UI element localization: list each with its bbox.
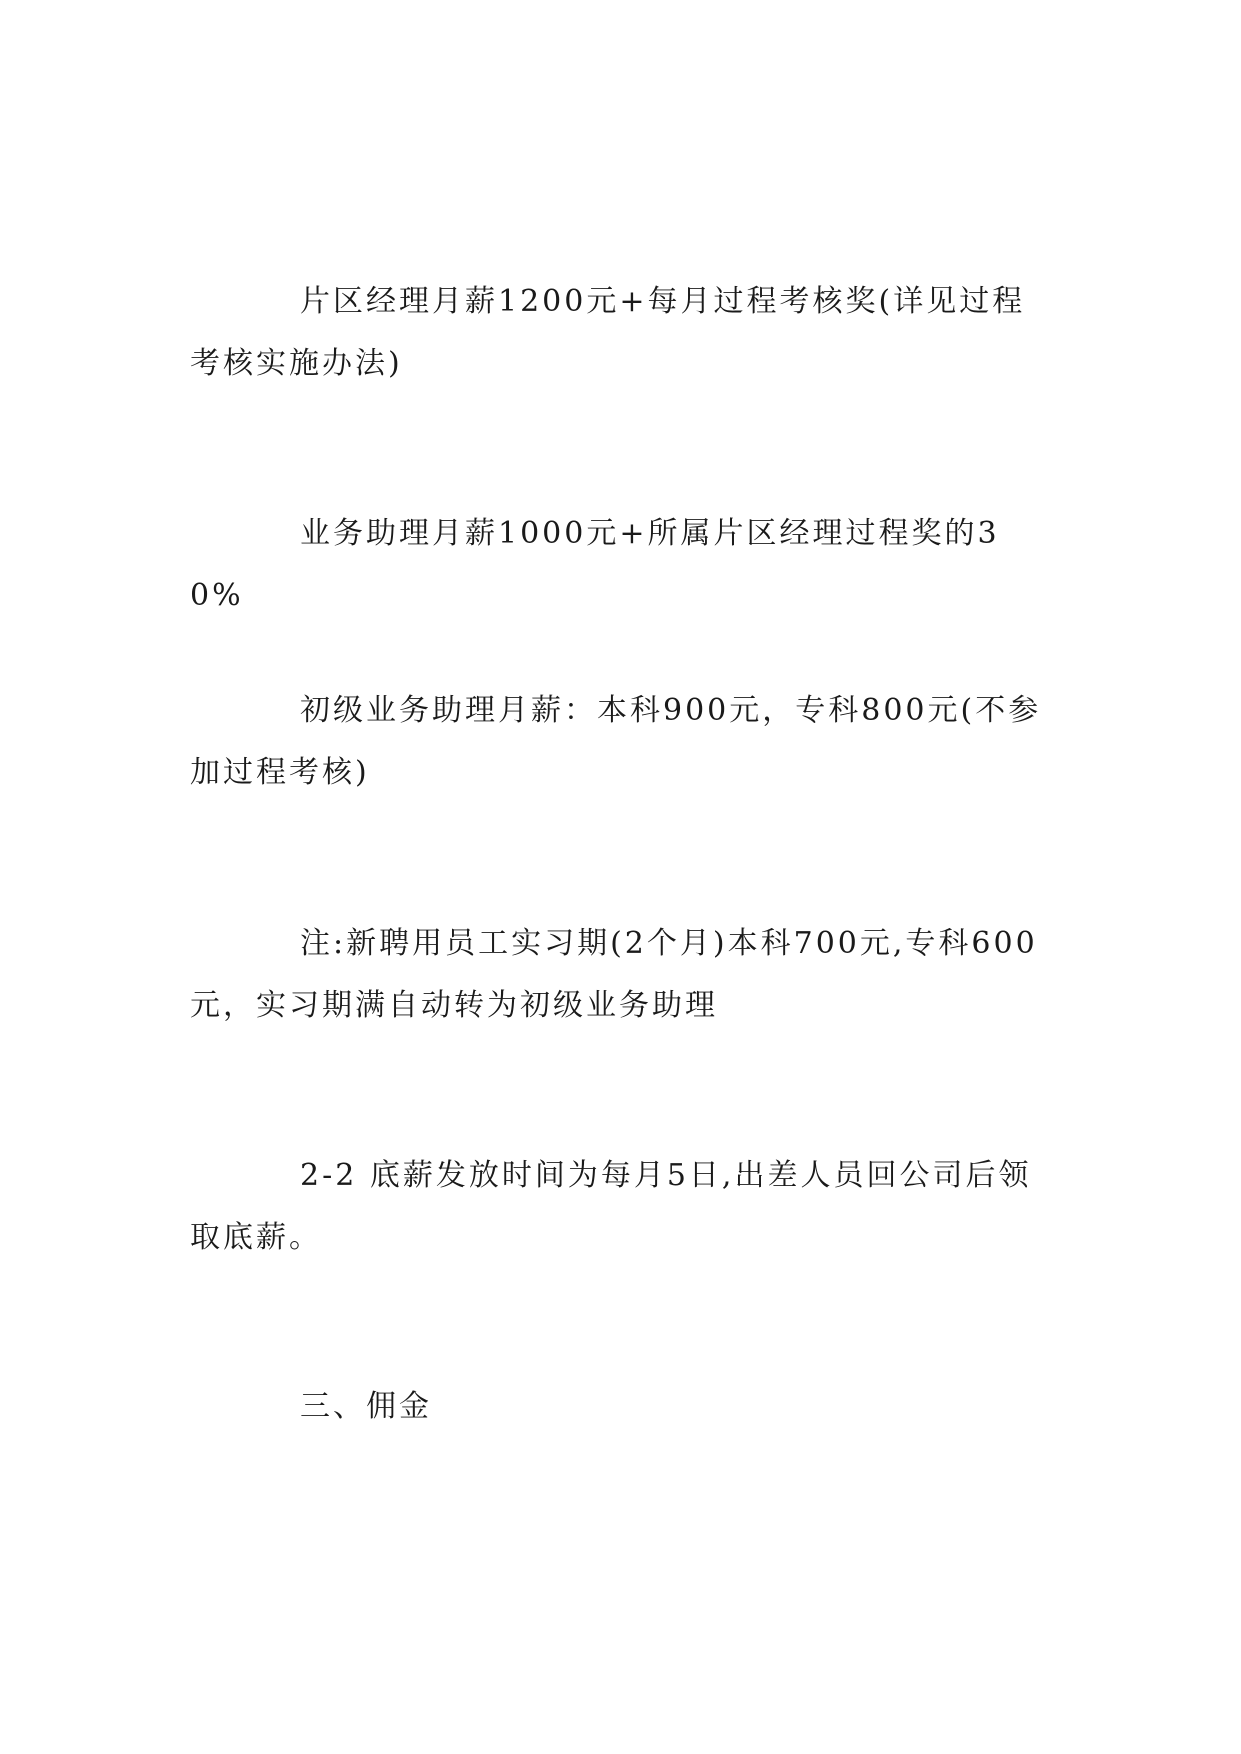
paragraph-junior-assistant-salary: 初级业务助理月薪：本科900元，专科800元(不参加过程考核) [190, 693, 1042, 790]
section-heading-commission: 三、佣金 [300, 1389, 432, 1424]
paragraph-area-manager-salary: 片区经理月薪1200元+每月过程考核奖(详见过程考核实施办法) [190, 284, 1026, 381]
paragraph-assistant-salary: 业务助理月薪1000元+所属片区经理过程奖的30% [190, 516, 1000, 613]
paragraph-intern-note: 注:新聘用员工实习期(2个月)本科700元,专科600元，实习期满自动转为初级业务助理 [190, 926, 1038, 1023]
paragraph-payment-time: 2-2 底薪发放时间为每月5日,出差人员回公司后领取底薪。 [190, 1158, 1032, 1255]
